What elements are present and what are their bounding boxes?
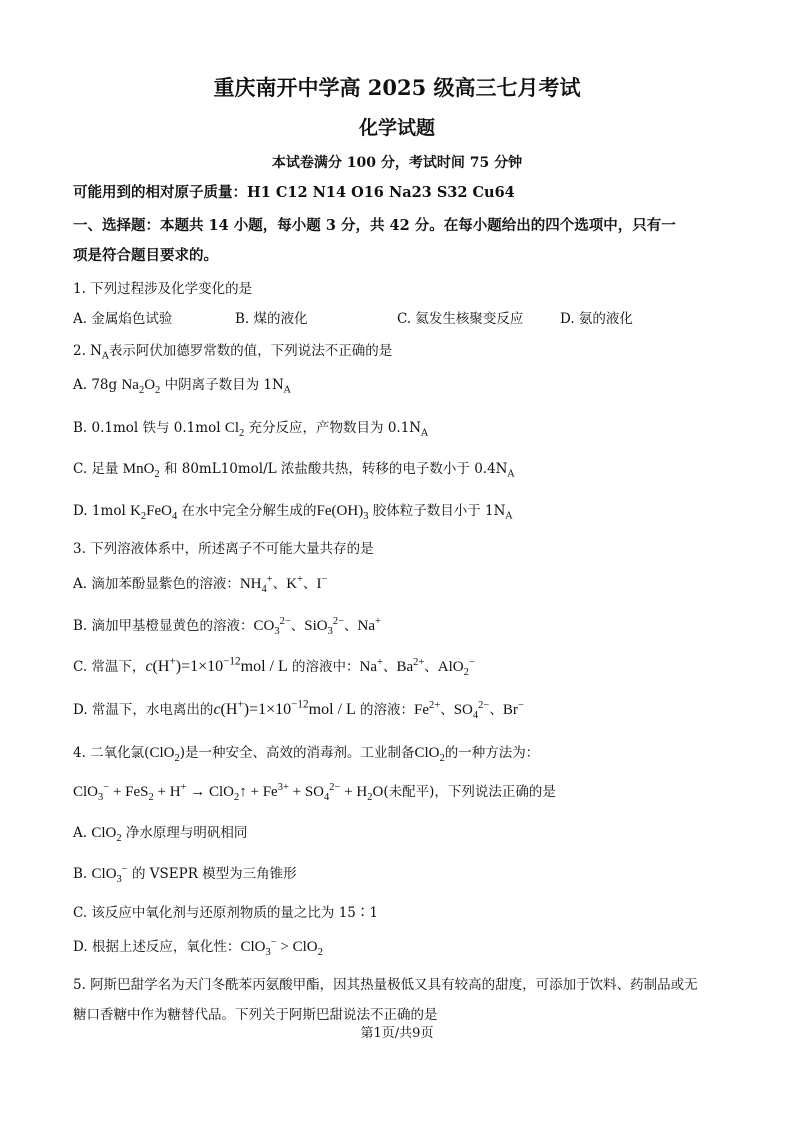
q2-option-b: B. 0.1mol 铁与 0.1mol $Cl_2$ 充分反应，产物数目为 $0.1N_A$ <box>73 420 428 439</box>
q2-stem: 2. $N_A$表示阿伏加德罗常数的值，下列说法不正确的是 <box>73 343 393 362</box>
q1-option-a: A. 金属焰色试验 <box>73 311 173 327</box>
subject-title: 化学试题 <box>358 117 435 139</box>
q1-option-b: B. 煤的液化 <box>235 311 308 327</box>
q2-option-d: D. 1mol $K_2FeO_4$ 在水中完全分解生成的$Fe(OH)_3$ 胶体粒子数目小于 $1N_A$ <box>73 503 513 522</box>
q5-stem-line1: 5. 阿斯巴甜学名为天门冬酰苯丙氨酸甲酯，因其热量极低又具有较高的甜度，可添加于饮料、药制品或无 <box>73 977 698 993</box>
q1-option-c: C. 氦发生核聚变反应 <box>397 311 524 327</box>
q3-option-d: D. 常温下，水电离出的$c(H^+)=1\times 10^{-12}mol / L$ 的溶液：$Fe^{2+}$、$SO_4^{2-}$、Br− <box>73 698 524 721</box>
q2-option-c: C. 足量 MnO$_2$ 和 80mL10mol/L 浓盐酸共热，转移的电子数小于 $0.4N_A$ <box>73 461 515 480</box>
q2-option-a: A. 78g $Na_2O_2$ 中阴离子数目为 $1N_A$ <box>73 377 291 396</box>
q5-stem-line2: 糖口香糖中作为糖替代品。下列关于阿斯巴甜说法不正确的是 <box>73 1007 438 1023</box>
q4-option-c: C. 该反应中氧化剂与还原剂物质的量之比为 15∶1 <box>73 905 378 921</box>
page-number: 第1页/共9页 <box>360 1026 434 1041</box>
q1-stem: 1. 下列过程涉及化学变化的是 <box>73 281 253 297</box>
q3-option-a: A. 滴加苯酚显紫色的溶液：$NH_4^+$、K+、I− <box>73 574 328 595</box>
q3-stem: 3. 下列溶液体系中，所述离子不可能大量共存的是 <box>73 541 374 557</box>
q4-option-b: B. ClO$_3$− 的 VSEPR 模型为三角锥形 <box>73 864 297 885</box>
q1-option-d: D. 氨的液化 <box>560 311 633 327</box>
page-title: 重庆南开中学高 2025 级高三七月考试 <box>213 75 581 100</box>
q4-equation: ClO$_3$− + FeS$_2$ + H+ → ClO$_2$↑ + $Fe^{3+} + SO_4^{2-} + H_2O$(未配平)，下列说法正确的是 <box>73 782 556 803</box>
q4-option-d: D. 根据上述反应，氧化性：ClO$_3$− > ClO$_2$ <box>73 937 323 958</box>
section-heading-line1: 一、选择题：本题共 14 小题，每小题 3 分，共 42 分。在每小题给出的四个选项中，只有一 <box>73 217 676 234</box>
q4-stem: 4. 二氧化氯(ClO$_2$)是一种安全、高效的消毒剂。工业制备ClO$_2$的一种方法为： <box>73 745 540 764</box>
q3-option-b: B. 滴加甲基橙显黄色的溶液：$CO_3^{2-}$、SiO$_3^{2-}$、Na+ <box>73 616 381 637</box>
atomic-masses: 可能用到的相对原子质量：H1 C12 N14 O16 Na23 S32 Cu64 <box>73 184 515 201</box>
q4-option-a: A. ClO$_2$ 净水原理与明矾相同 <box>73 825 248 844</box>
exam-info: 本试卷满分 100 分，考试时间 75 分钟 <box>271 155 523 171</box>
q3-option-c: C. 常温下，$c(H^+)=1\times 10^{-12}mol / L$ 的溶液中：Na+、$Ba^{2+}$、AlO$_2$− <box>73 655 475 678</box>
section-heading-line2: 项是符合题目要求的。 <box>73 247 218 264</box>
